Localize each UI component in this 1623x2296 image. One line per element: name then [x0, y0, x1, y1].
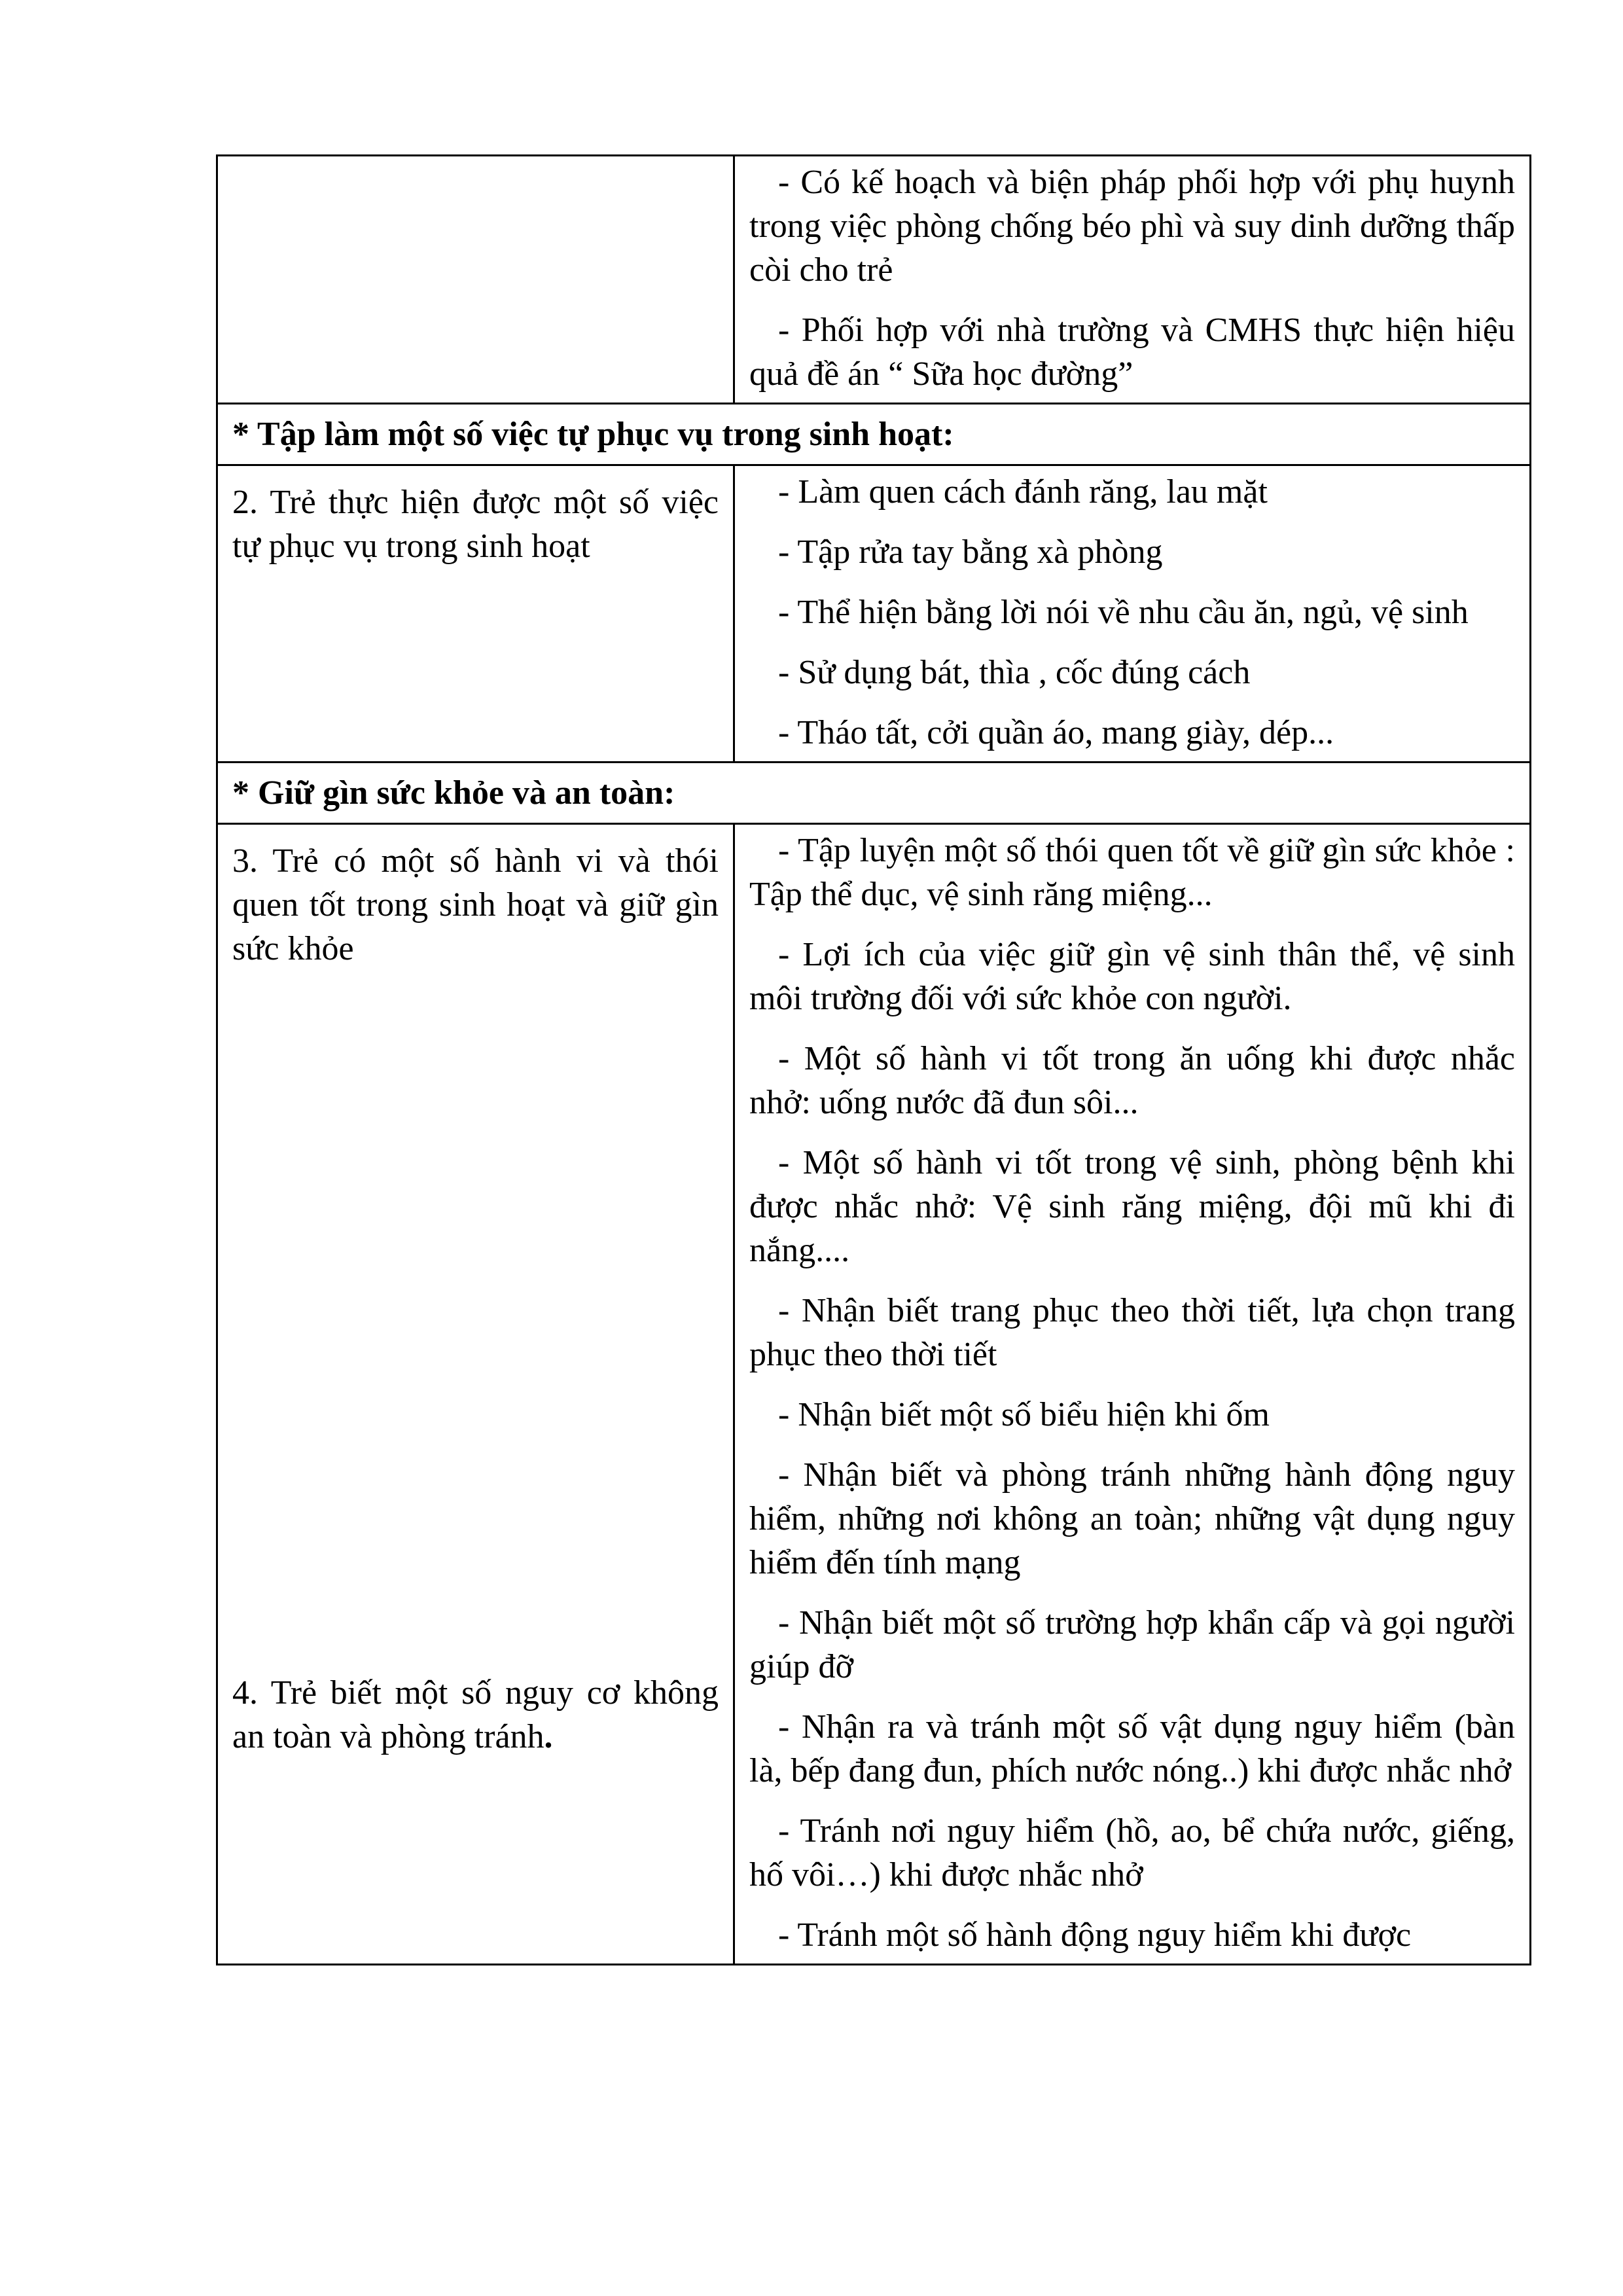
document-page: [216, 154, 1529, 1965]
goal-cell-empty: [217, 156, 734, 404]
goal-text-body: 4. Trẻ biết một số nguy cơ không an toàn và phòng tránh: [232, 1674, 719, 1755]
list-item: - Nhận biết một số biểu hiện khi ốm: [778, 1396, 1270, 1433]
curriculum-table: [216, 154, 1531, 1965]
list-item: - Sử dụng bát, thìa , cốc đúng cách: [778, 654, 1251, 691]
section-heading-row: [217, 404, 1531, 465]
section-heading: * Tập làm một số việc tự phục vụ trong sinh hoạt:: [217, 404, 1531, 465]
goal-text: 3. Trẻ có một số hành vi và thói quen tốt trong sinh hoạt và giữ gìn sức khỏe: [232, 842, 719, 967]
table-row: [217, 156, 1531, 404]
list-item: - Một số hành vi tốt trong ăn uống khi được nhắc nhở: uống nước đã đun sôi...: [749, 1040, 1515, 1121]
list-item: - Nhận biết một số trường hợp khẩn cấp và gọi người giúp đỡ: [749, 1604, 1515, 1685]
list-item: - Lợi ích của việc giữ gìn vệ sinh thân thể, vệ sinh môi trường đối với sức khỏe con người.: [749, 936, 1515, 1017]
content-cell: [734, 156, 1531, 404]
content-cell: [734, 824, 1531, 1965]
goal-text: 2. Trẻ thực hiện được một số việc tự phục vụ trong sinh hoạt: [232, 484, 719, 565]
list-item: - Phối hợp với nhà trường và CMHS thực hiện hiệu quả đề án “ Sữa học đường”: [749, 312, 1515, 393]
list-item: - Có kế hoạch và biện pháp phối hợp với phụ huynh trong việc phòng chống béo phì và suy dinh dưỡng thấp còi cho trẻ: [749, 164, 1515, 289]
table-row: [217, 465, 1531, 762]
list-item: - Làm quen cách đánh răng, lau mặt: [778, 473, 1268, 511]
list-item: - Tập rửa tay bằng xà phòng: [778, 533, 1163, 571]
table-row: [217, 824, 1531, 1965]
goal-cell: [217, 824, 734, 1965]
list-item: - Nhận biết trang phục theo thời tiết, lựa chọn trang phục theo thời tiết: [749, 1292, 1515, 1373]
list-item: - Nhận ra và tránh một số vật dụng nguy hiểm (bàn là, bếp đang đun, phích nước nóng..) khi được nhắc nhở: [749, 1708, 1515, 1789]
list-item: - Một số hành vi tốt trong vệ sinh, phòng bệnh khi được nhắc nhở: Vệ sinh răng miệng, đội mũ khi đi nắng....: [749, 1144, 1515, 1269]
list-item: - Thể hiện bằng lời nói về nhu cầu ăn, ngủ, vệ sinh: [778, 594, 1469, 631]
list-item: - Tháo tất, cởi quần áo, mang giày, dép...: [778, 714, 1334, 751]
list-item: - Tránh một số hành động nguy hiểm khi được: [778, 1916, 1412, 1954]
section-heading-row: [217, 762, 1531, 824]
list-item: - Tránh nơi nguy hiểm (hồ, ao, bể chứa nước, giếng, hố vôi…) khi được nhắc nhở: [749, 1812, 1515, 1893]
content-cell: [734, 465, 1531, 762]
goal-text-period: .: [544, 1718, 553, 1755]
section-heading: * Giữ gìn sức khỏe và an toàn:: [217, 762, 1531, 824]
goal-text: [232, 1671, 719, 1759]
list-item: - Nhận biết và phòng tránh những hành động nguy hiểm, những nơi không an toàn; những vật dụng nguy hiểm đến tính mạng: [749, 1456, 1515, 1581]
list-item: - Tập luyện một số thói quen tốt về giữ gìn sức khỏe : Tập thể dục, vệ sinh răng miệng...: [749, 832, 1515, 913]
goal-cell: [217, 465, 734, 762]
